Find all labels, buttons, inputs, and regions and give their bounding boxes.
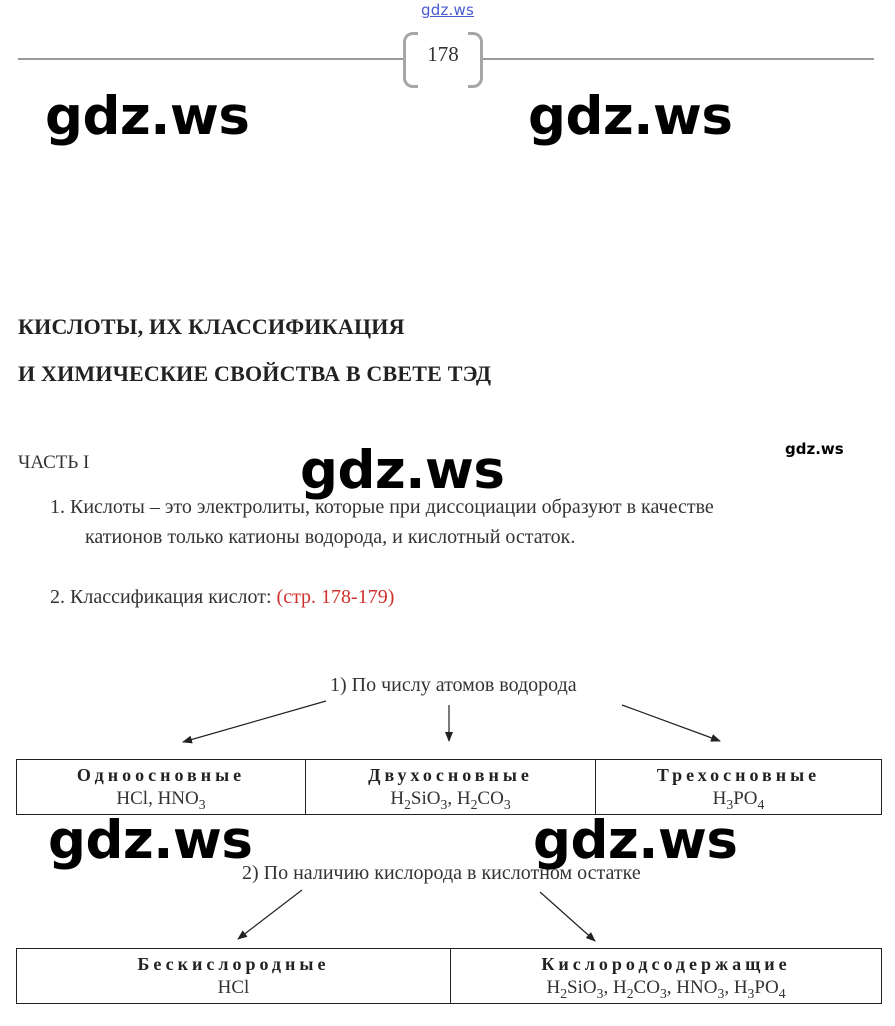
arrow-to-oxygen-free <box>238 890 302 939</box>
watermark: gdz.ws <box>528 86 733 147</box>
oxygen-containing-values: $H_2SiO_3$, $H_2CO_3$, $HNO_3$, $H_3PO_4$ <box>546 977 786 1001</box>
item-1-line-1: 1. Кислоты – это электролиты, которые при диссоциации образуют в качестве <box>50 496 714 518</box>
watermark-small: gdz.ws <box>785 440 844 458</box>
arrow-to-monobasic <box>183 701 326 742</box>
item-1-line-2: катионов только катионы водорода, и кислотный остаток. <box>85 526 576 548</box>
watermark: gdz.ws <box>533 810 738 871</box>
classification-2-table <box>16 948 882 1004</box>
arrow-to-oxygen-containing <box>540 892 595 941</box>
header-watermark-link[interactable]: gdz.ws <box>421 1 474 19</box>
oxygen-free-values: HCl <box>217 977 250 998</box>
oxygen-free-cell <box>17 949 451 1004</box>
item-2-text: 2. Классификация кислот: <box>50 586 277 608</box>
dibasic-values: $H_2SiO_3$, $H_2CO_3$ <box>390 788 511 812</box>
page-number: 178 <box>427 42 459 66</box>
page-title-line-2: И ХИМИЧЕСКИЕ СВОЙСТВА В СВЕТЕ ТЭД <box>18 361 492 386</box>
tribasic-cell <box>596 760 882 815</box>
item-2-page-reference: (стр. 178-179) <box>276 586 395 608</box>
classification-1-caption: 1) По числу атомов водорода <box>330 674 577 696</box>
classification-2-caption: 2) По наличию кислорода в кислотном остатке <box>242 862 641 884</box>
arrow-to-tribasic <box>622 705 720 741</box>
monobasic-header: Одноосновные <box>76 765 246 785</box>
watermark: gdz.ws <box>48 810 253 871</box>
oxygen-containing-cell <box>451 949 882 1004</box>
tribasic-header: Трехосновные <box>656 765 821 785</box>
oxygen-free-header: Бескислородные <box>137 954 330 974</box>
oxygen-containing-header: Кислородсодержащие <box>541 954 791 974</box>
tribasic-values: $H_3PO_4$ <box>712 788 765 812</box>
page-title-line-1: КИСЛОТЫ, ИХ КЛАССИФИКАЦИЯ <box>18 314 405 339</box>
dibasic-cell <box>306 760 596 815</box>
part-label: ЧАСТЬ I <box>18 452 90 473</box>
monobasic-values: HCl, $HNO_3$ <box>116 788 206 812</box>
monobasic-cell <box>17 760 306 815</box>
watermark: gdz.ws <box>45 86 250 147</box>
dibasic-header: Двухосновные <box>368 765 533 785</box>
classification-1-table <box>16 759 882 815</box>
watermark: gdz.ws <box>300 440 505 501</box>
